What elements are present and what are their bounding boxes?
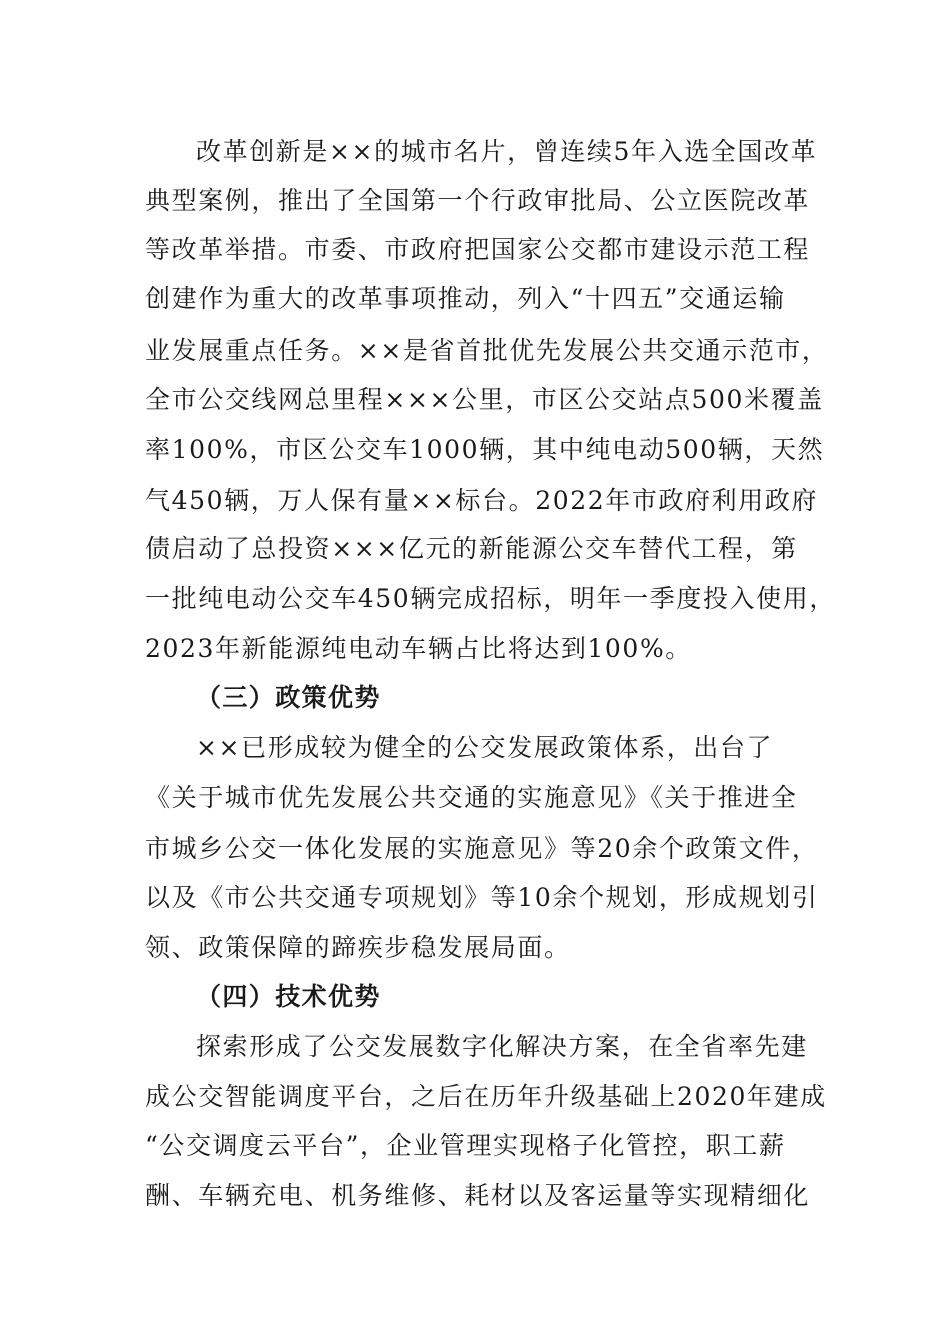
paragraph-line: 领、政策保障的蹄疾步稳发展局面。 bbox=[145, 933, 571, 962]
paragraph-line: 率100%，市区公交车1000辆，其中纯电动500辆，天然 bbox=[145, 435, 825, 464]
paragraph-line: 业发展重点任务。××是省首批优先发展公共交通示范市， bbox=[145, 336, 829, 365]
paragraph-line: 全市公交线网总里程×××公里，市区公交站点500米覆盖 bbox=[145, 385, 824, 414]
paragraph-line: “公交调度云平台”，企业管理实现格子化管控，职工薪 bbox=[145, 1131, 786, 1160]
paragraph-line: 创建作为重大的改革事项推动，列入“十四五”交通运输 bbox=[145, 284, 786, 313]
paragraph-line: 一批纯电动公交车450辆完成招标，明年一季度投入使用， bbox=[145, 584, 836, 613]
paragraph-line: 典型案例，推出了全国第一个行政审批局、公立医院改革 bbox=[145, 186, 811, 215]
section-heading-policy: （三）政策优势 bbox=[196, 683, 381, 712]
section-heading-tech: （四）技术优势 bbox=[196, 982, 381, 1011]
paragraph-line: 市城乡公交一体化发展的实施意见》等20余个政策文件， bbox=[145, 834, 819, 863]
paragraph-line: 气450辆，万人保有量××标台。2022年市政府利用政府 bbox=[145, 486, 819, 515]
paragraph-line: 债启动了总投资×××亿元的新能源公交车替代工程，第 bbox=[145, 534, 798, 563]
paragraph-line: 《关于城市优先发展公共交通的实施意见》《关于推进全 bbox=[145, 783, 798, 812]
paragraph-line: 酬、车辆充电、机务维修、耗材以及客运量等实现精细化 bbox=[145, 1181, 811, 1210]
paragraph-line: 等改革举措。市委、市政府把国家公交都市建设示范工程 bbox=[145, 235, 811, 264]
paragraph-line: 2023年新能源纯电动车辆占比将达到100%。 bbox=[145, 634, 692, 663]
paragraph-line: 探索形成了公交发展数字化解决方案，在全省率先建 bbox=[196, 1032, 808, 1061]
paragraph-line: ××已形成较为健全的公交发展政策体系，出台了 bbox=[196, 733, 774, 762]
paragraph-line: 成公交智能调度平台，之后在历年升级基础上2020年建成 bbox=[145, 1082, 827, 1111]
paragraph-line: 以及《市公共交通专项规划》等10余个规划，形成规划引 bbox=[145, 883, 819, 912]
paragraph-line: 改革创新是××的城市名片，曾连续5年入选全国改革 bbox=[196, 137, 818, 166]
